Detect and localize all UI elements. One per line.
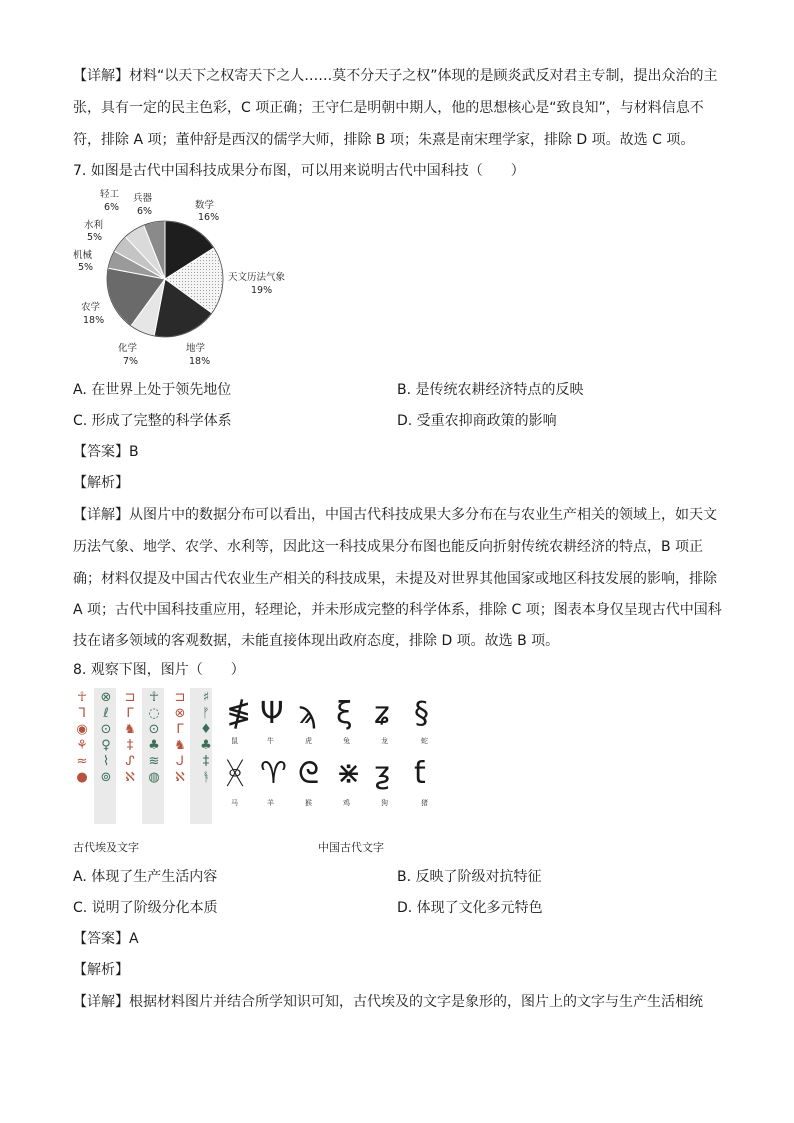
hieroglyph-column-4-icon: ☥ ◌ ⊙ ♣ ≋ ◍ <box>148 690 160 785</box>
q7-option-c: C. 形成了完整的科学体系 <box>73 413 232 429</box>
animal-label-dog: 狗 <box>381 799 388 807</box>
animal-label-rabbit: 兔 <box>343 737 350 745</box>
oracle-glyph-sheep-icon: ♈ <box>260 756 287 791</box>
pie-label-chemistry: 化学 <box>118 343 138 354</box>
animal-label-pig: 猪 <box>421 799 428 807</box>
animal-label-ox: 牛 <box>267 737 274 745</box>
oracle-glyph-ox-icon: Ψ <box>260 696 284 731</box>
pie-value-math: 16% <box>198 212 220 223</box>
oracle-glyph-snake-icon: § <box>414 696 429 731</box>
q7-stem: 7. 如图是古代中国科技成果分布图，可以用来说明古代中国科技（ ） <box>73 163 525 179</box>
pie-value-light-industry: 6% <box>104 202 120 213</box>
q7-detail-line3: 确；材料仅提及中国古代农业生产相关的科技成果，未提及对世界其他国家或地区科技发展的影响，排除 <box>73 571 717 587</box>
q7-detail-line4: A 项；古代中国科技重应用，轻理论，并未形成完整的科学体系，排除 C 项；图表本身仅呈现古代中国科 <box>73 602 722 618</box>
q8-detail-line1: 【详解】根据材料图片并结合所学知识可知，古代埃及的文字是象形的，图片上的文字与生产生活相统 <box>73 994 703 1010</box>
pie-label-light-industry: 轻工 <box>100 189 120 200</box>
hieroglyph-column-3-icon: ⊐ ᒥ ♞ ‡ ᔑ ℵ <box>124 690 136 785</box>
hieroglyph-column-1-icon: ☥ ᒣ ◉ ⚘ ≈ ● <box>76 690 88 785</box>
q7-detail-line2: 历法气象、地学、农学、水利等，因此这一科技成果分布图也能反向折射传统农耕经济的特点，B 项正 <box>73 539 704 555</box>
q8-option-a: A. 体现了生产生活内容 <box>73 869 218 885</box>
q7-detail-line5: 技在诸多领域的客观数据，未能直接体现出政府态度，排除 D 项。故选 B 项。 <box>73 633 560 649</box>
oracle-glyph-tiger-icon: ϡ <box>298 696 317 731</box>
animal-label-horse: 马 <box>231 799 238 807</box>
q8-answer: 【答案】A <box>73 931 139 947</box>
oracle-glyph-rabbit-icon: ξ <box>336 696 353 731</box>
hieroglyph-column-5-icon: ⊐ ⊗ ᒥ ♞ ᒍ ℵ <box>174 690 186 785</box>
pie-label-water: 水利 <box>84 220 104 231</box>
oracle-glyph-rooster-icon: ⋇ <box>336 756 362 791</box>
animal-label-monkey: 猴 <box>305 799 312 807</box>
pie-value-weapons: 6% <box>137 206 153 217</box>
q7-analysis-heading: 【解析】 <box>73 475 129 491</box>
animal-label-rat: 鼠 <box>231 737 238 745</box>
q7-detail-line1: 【详解】从图片中的数据分布可以看出，中国古代科技成果大多分布在与农业生产相关的领域上，如天文 <box>73 507 717 523</box>
q6-detail-line2: 张，具有一定的民主色彩，C 项正确；王守仁是明朝中期人，他的思想核心是“致良知”，与材料信息不 <box>73 100 704 116</box>
animal-label-dragon: 龙 <box>381 737 388 745</box>
pie-label-astronomy: 天文历法气象 <box>228 272 286 283</box>
q7-option-a: A. 在世界上处于领先地位 <box>73 382 232 398</box>
oracle-glyph-dog-icon: ƺ <box>374 756 390 791</box>
oracle-glyph-horse-icon: ᚸ <box>226 756 244 791</box>
q6-detail-line3: 符，排除 A 项；董仲舒是西汉的儒学大师，排除 B 项；朱熹是南宋理学家，排除 D 项。故选 C 项。 <box>73 132 695 148</box>
caption-egyptian-script: 古代埃及文字 <box>73 841 139 854</box>
q8-stem: 8. 观察下图，图片（ ） <box>73 662 245 678</box>
pie-value-chemistry: 7% <box>123 356 139 367</box>
pie-label-math: 数学 <box>195 200 215 211</box>
animal-label-sheep: 羊 <box>267 799 274 807</box>
hieroglyph-column-2-icon: ⊗ ℓ ⊙ ♀ ⌇ ⊚ <box>100 690 112 785</box>
pie-label-machinery: 机械 <box>73 250 93 261</box>
q8-option-c: C. 说明了阶级分化本质 <box>73 900 218 916</box>
caption-chinese-script: 中国古代文字 <box>318 841 384 854</box>
oracle-glyph-dragon-icon: ʑ <box>374 696 390 731</box>
animal-label-rooster: 鸡 <box>343 799 350 807</box>
q7-option-d: D. 受重农抑商政策的影响 <box>397 413 557 429</box>
oracle-glyph-monkey-icon: ᘓ <box>298 756 320 791</box>
oracle-glyph-rat-icon: ≸ <box>226 696 252 731</box>
q6-detail-line1: 【详解】材料“以天下之权寄天下之人……莫不分天子之权”体现的是顾炎武反对君主专制，提出众治的主 <box>73 68 718 84</box>
q7-answer: 【答案】B <box>73 444 139 460</box>
q8-option-d: D. 体现了文化多元特色 <box>397 900 543 916</box>
q7-option-b: B. 是传统农耕经济特点的反映 <box>397 382 584 398</box>
pie-label-geography: 地学 <box>186 343 206 354</box>
pie-value-astronomy: 19% <box>251 285 273 296</box>
pie-value-agronomy: 18% <box>83 315 105 326</box>
oracle-glyph-pig-icon: ƭ <box>414 756 426 791</box>
animal-label-tiger: 虎 <box>305 737 312 745</box>
science-pie-chart <box>73 184 298 374</box>
chinese-oracle-script-image <box>222 690 442 830</box>
hieroglyph-column-6-icon: ♯ ᚠ ♦ ♣ ‡ ᚬ <box>200 690 212 785</box>
pie-value-geography: 18% <box>189 356 211 367</box>
animal-label-snake: 蛇 <box>421 737 428 745</box>
q8-option-b: B. 反映了阶级对抗特征 <box>397 869 542 885</box>
pie-value-machinery: 5% <box>78 262 94 273</box>
pie-label-agronomy: 农学 <box>81 302 101 313</box>
pie-value-water: 5% <box>87 232 103 243</box>
pie-label-weapons: 兵器 <box>133 193 153 204</box>
q8-analysis-heading: 【解析】 <box>73 962 129 978</box>
